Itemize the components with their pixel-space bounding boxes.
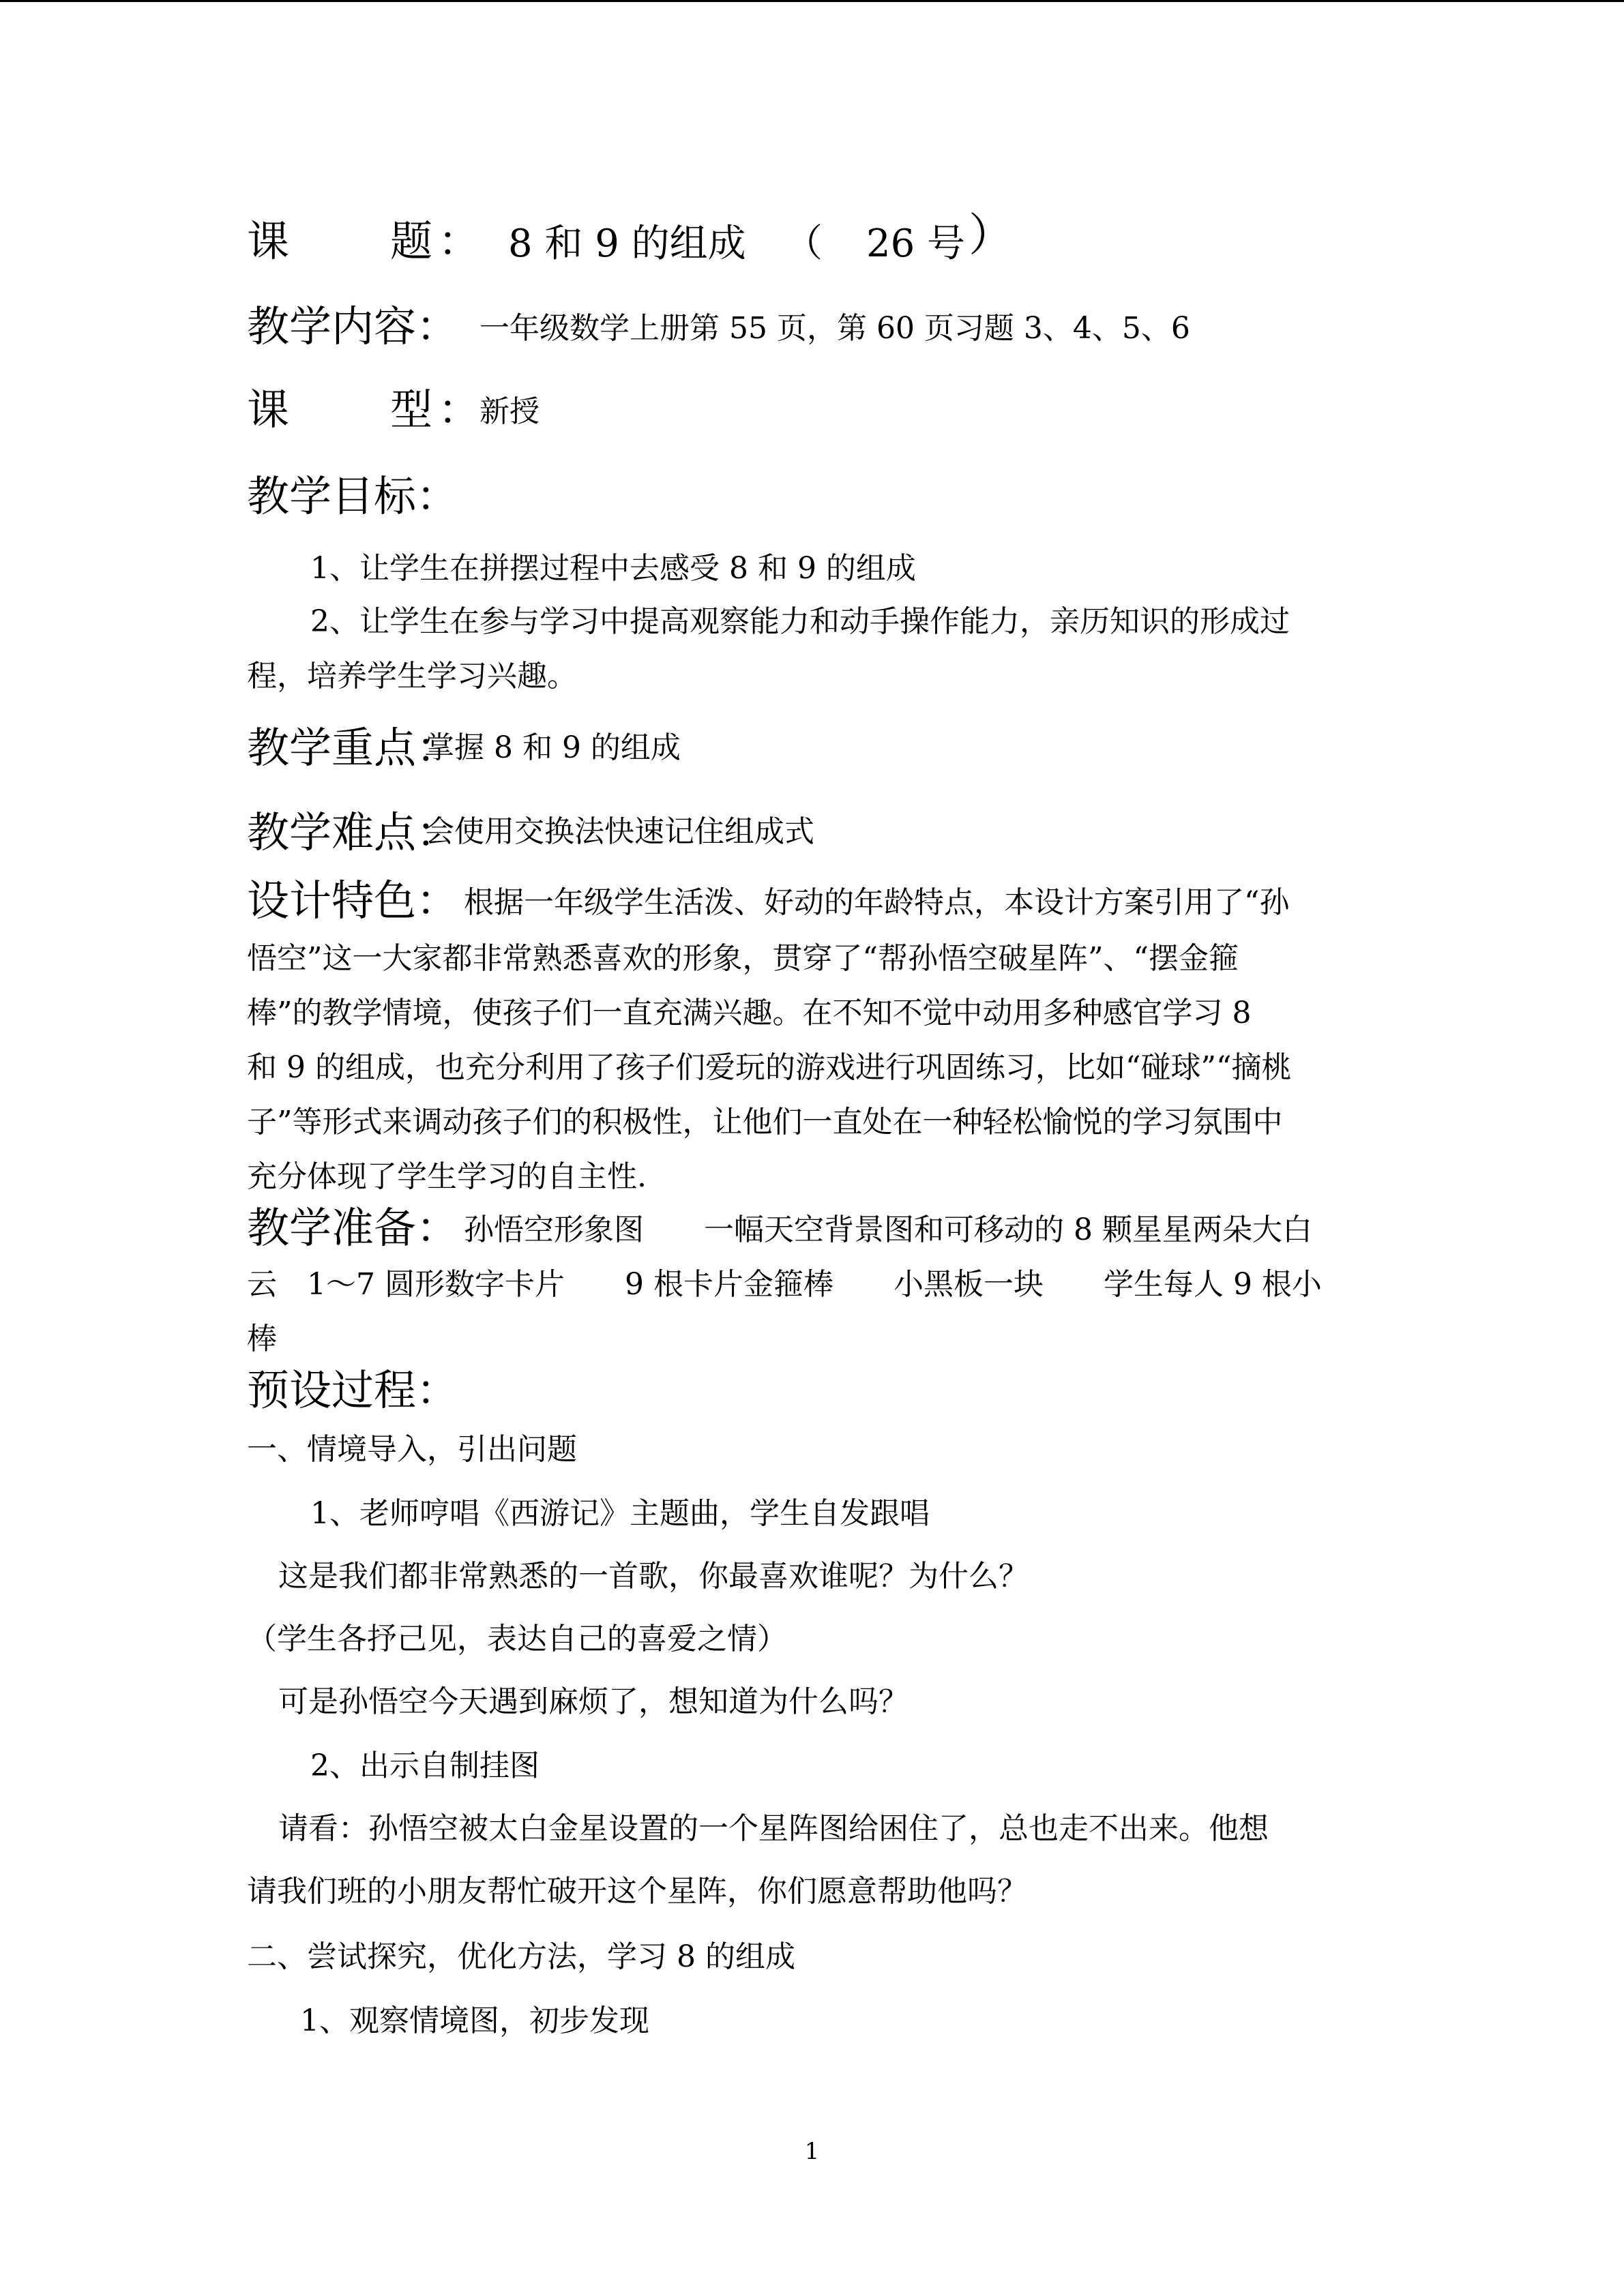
title-open-paren: （ — [784, 222, 823, 266]
process-label: 预设过程： — [247, 1365, 459, 1415]
process-line: 二、尝试探究，优化方法，学习 8 的组成 — [247, 1939, 795, 1974]
title-close-paren: ） — [969, 209, 1014, 261]
top-border — [0, 0, 1624, 2]
process-line: 1、老师哼唱《西游记》主题曲，学生自发跟唱 — [310, 1496, 930, 1531]
design-label: 设计特色： — [247, 876, 459, 925]
preparation-line: 棒 — [247, 1322, 277, 1356]
content-label: 教学内容： — [247, 301, 459, 351]
preparation-first-line: 孙悟空形象图 一幅天空背景图和可移动的 8 颗星星两朵大白 — [464, 1212, 1312, 1247]
process-line: 这是我们都非常熟悉的一首歌，你最喜欢谁呢？为什么？ — [278, 1559, 1029, 1594]
objective-item: 1、让学生在拼摆过程中去感受 8 和 9 的组成 — [310, 551, 916, 586]
process-line: 2、出示自制挂图 — [310, 1748, 540, 1783]
process-line: （学生各抒己见，表达自己的喜爱之情） — [247, 1622, 787, 1656]
process-line: 一、情境导入，引出问题 — [247, 1432, 577, 1467]
title-number: 26 号 — [866, 222, 966, 266]
preparation-label: 教学准备： — [247, 1203, 459, 1253]
design-line: 悟空”这一大家都非常熟悉喜欢的形象，贯穿了“帮孙悟空破星阵”、“摆金箍 — [247, 941, 1239, 976]
objectives-label: 教学目标： — [247, 471, 459, 521]
process-line: 可是孙悟空今天遇到麻烦了，想知道为什么吗？ — [278, 1684, 909, 1719]
title-label: 课 题： — [247, 216, 486, 266]
difficulty-value: 会使用交换法快速记住组成式 — [424, 814, 814, 849]
process-line: 请看：孙悟空被太白金星设置的一个星阵图给困住了，总也走不出来。他想 — [278, 1811, 1269, 1846]
difficulty-label: 教学难点： — [247, 807, 459, 857]
preparation-line: 云 1～7 圆形数字卡片 9 根卡片金箍棒 小黑板一块 学生每人 9 根小 — [247, 1267, 1322, 1302]
type-label: 课 型： — [247, 385, 486, 434]
title-text: 8 和 9 的组成 — [508, 222, 746, 266]
page-number: 1 — [804, 2138, 820, 2165]
process-line: 1、观察情境图，初步发现 — [300, 2003, 649, 2038]
design-line: 和 9 的组成，也充分利用了孩子们爱玩的游戏进行巩固练习，比如“碰球”“摘桃 — [247, 1050, 1292, 1085]
key-point-label: 教学重点： — [247, 723, 459, 773]
design-line: 棒”的教学情境，使孩子们一直充满兴趣。在不知不觉中动用多种感官学习 8 — [247, 996, 1252, 1030]
key-point-value: 掌握 8 和 9 的组成 — [424, 730, 681, 765]
objective-item: 2、让学生在参与学习中提高观察能力和动手操作能力，亲历知识的形成过 — [310, 604, 1290, 639]
design-line: 子”等形式来调动孩子们的积极性，让他们一直处在一种轻松愉悦的学习氛围中 — [247, 1105, 1283, 1139]
type-value: 新授 — [479, 394, 540, 429]
design-first-line: 根据一年级学生活泼、好动的年龄特点，本设计方案引用了“孙 — [464, 885, 1290, 920]
content-value: 一年级数学上册第 55 页，第 60 页习题 3、4、5、6 — [479, 311, 1190, 346]
process-line: 请我们班的小朋友帮忙破开这个星阵，你们愿意帮助他吗？ — [247, 1874, 1027, 1909]
design-line: 充分体现了学生学习的自主性. — [247, 1159, 647, 1194]
objective-item: 程，培养学生学习兴趣。 — [247, 659, 577, 694]
